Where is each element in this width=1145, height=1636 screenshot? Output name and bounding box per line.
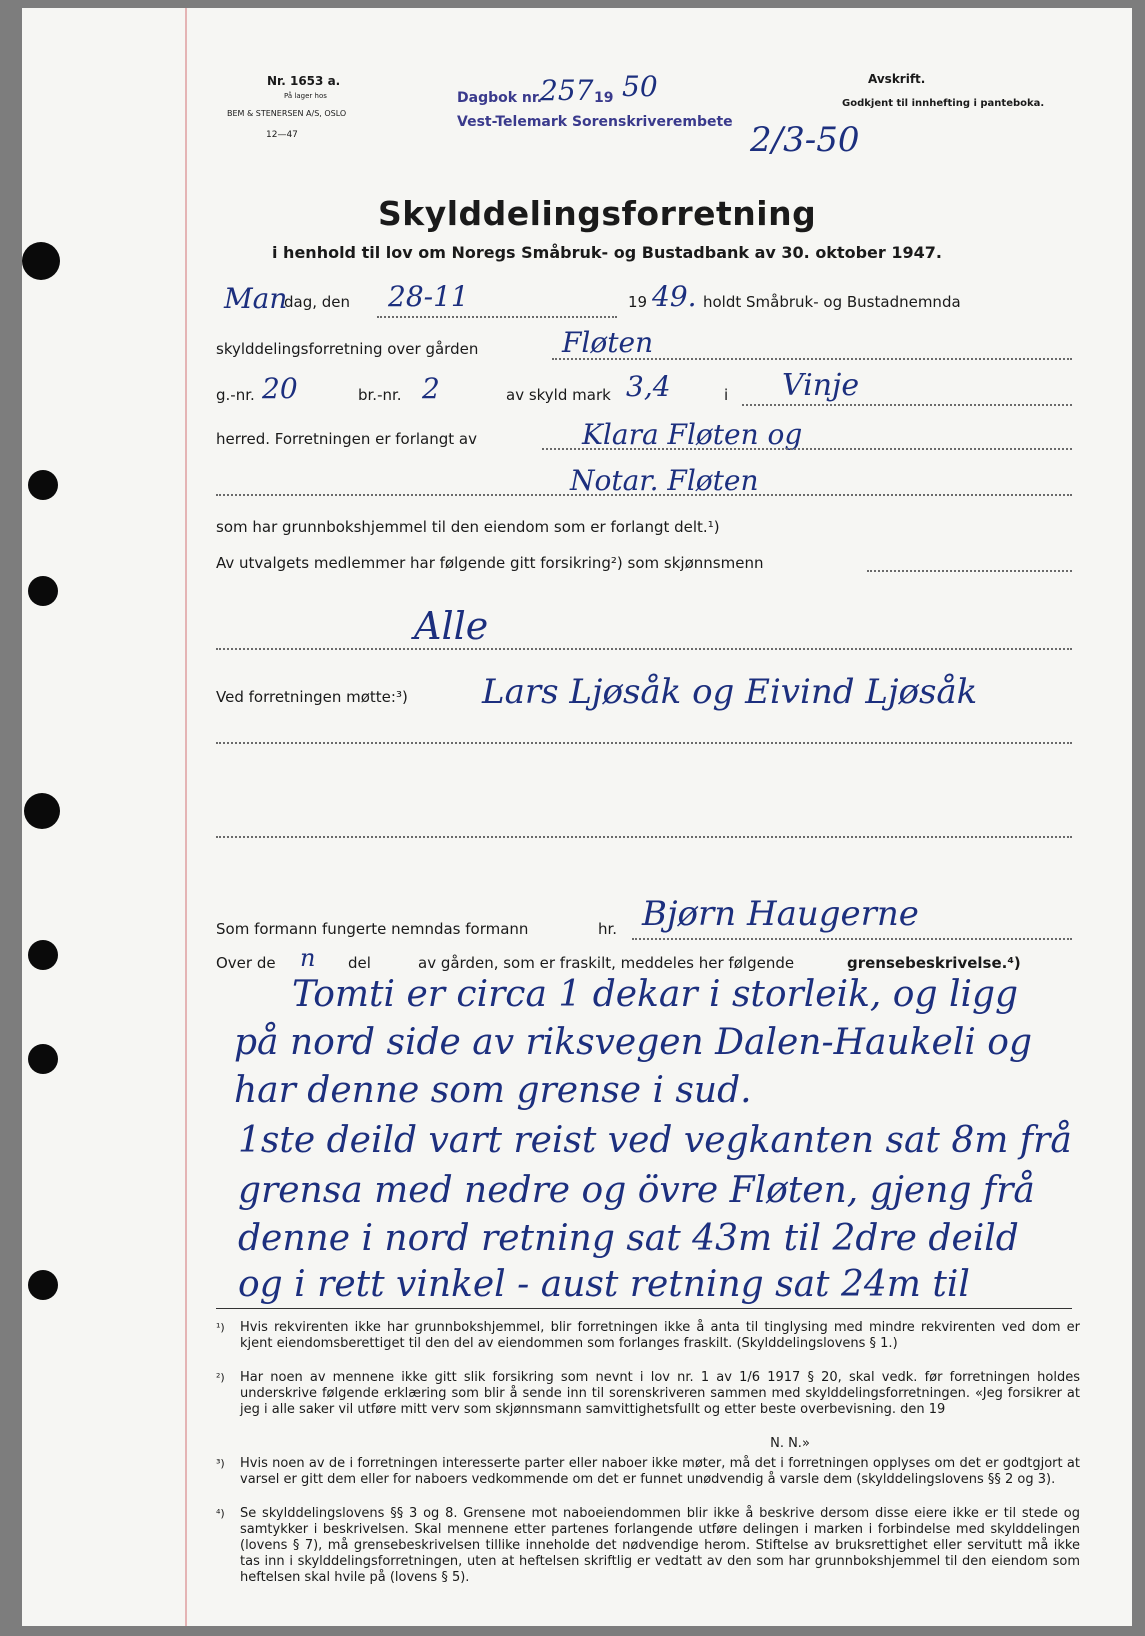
punch-hole [28,576,58,606]
requester-line-1 [542,448,1072,450]
punch-hole [22,242,60,280]
footnote-text: N. N.» [770,1436,810,1451]
description-line: grensa med nedre og övre Fløten, gjeng frå [238,1170,1035,1211]
footnote-2 [216,1370,1080,1418]
footnote-4 [216,1506,1080,1586]
part-value: n [300,944,316,972]
property-name: Fløten [562,326,654,359]
committee-value: Alle [414,604,489,648]
part-bold: grensebeskrivelse.⁴) [847,954,1021,972]
chair-label: Som formann fungerte nemndas formann [216,920,529,938]
footnote-text: Hvis rekvirenten ikke har grunnbokshjemmel, blir forretningen ikke å anta til tinglysing med mindre rekvirenten ved dom er kjent eiendomsberettiget til den del av eiendommen som forlanges fraskilt. (Skylddelingslovens § 1.) [240,1320,1080,1351]
gnr-label: g.-nr. [216,386,255,404]
attended-line-2 [216,836,1072,838]
journal-number: 257 [540,74,594,107]
year-prefix: 19 [628,293,648,311]
publisher-line1: På lager hos [284,92,327,100]
description-line: på nord side av riksvegen Dalen-Haukeli og [234,1022,1033,1063]
footnote-mark: ³) [216,1457,225,1470]
punch-hole [28,470,58,500]
footnote-mark: ⁴) [216,1507,225,1520]
weekday-label: dag, den [284,293,351,311]
document-title: Skylddelingsforretning [378,194,817,233]
footnote-3 [216,1456,1080,1488]
approval-text: Godkjent til innhefting i panteboka. [842,98,1045,109]
description-line: 1ste deild vart reist ved vegkanten sat 8m frå [238,1120,1072,1161]
weekday-prefix: Man [224,282,288,315]
meeting-year: 49. [652,280,697,313]
hjemmel-text: som har grunnbokshjemmel til den eiendom som er forlangt delt.¹) [216,518,720,536]
committee-line [867,570,1072,572]
punch-hole [28,1270,58,1300]
journal-label: Dagbok nr. [457,90,543,106]
property-label: skylddelingsforretning over gården [216,340,479,358]
attended-label: Ved forretningen møtte:³) [216,688,408,706]
committee-line-2 [216,648,1072,650]
part-rest: av gården, som er fraskilt, meddeles her følgende [418,954,795,972]
punch-hole [28,940,58,970]
publisher-line2: BEM & STENERSEN A/S, OSLO [227,109,347,118]
date-line [377,316,617,318]
description-line: Tomti er circa 1 dekar i storleik, og ligg [292,974,1019,1015]
bnr-value: 2 [422,372,440,405]
punch-hole [24,793,60,829]
footnote-mark: ¹) [216,1321,225,1334]
footnote-2-signature [240,1436,1080,1452]
footnote-text: Se skylddelingslovens §§ 3 og 8. Grensene mot naboeiendommen blir ikke å beskrive dersom disse eiere ikke er til stede og samtykker i beskrivelsen. Skal mennene etter partenes forlangende utføre delingen i marken i forbindelse med skylddelingen (lovens § 7), må grensebeskrivelsen tillike inneholde det nødvendige herom. Stiftelse av bruksrettighet eller servitutt må ikke tas inn i skylddelingsforretningen, uten at heftelsen skriftlig er vedtatt av den som har grunnbokshjemmel til den eiendom som heftelsen skal hvile på (lovens § 5). [240,1506,1080,1585]
skyld-label: av skyld mark [506,386,611,404]
footnote-1 [216,1320,1080,1352]
footnote-mark: ²) [216,1371,225,1384]
municipality-line [742,404,1072,406]
requested-by-2: Notar. Fløten [570,464,759,497]
part-label: Over de [216,954,276,972]
bnr-label: br.-nr. [358,386,402,404]
form-number: Nr. 1653 a. [267,74,341,88]
footnote-rule [216,1308,1072,1309]
property-line [552,358,1072,360]
chair-value: Bjørn Haugerne [642,894,919,934]
municipality: Vinje [782,368,860,403]
requester-line-2 [216,494,1072,496]
held-label: holdt Småbruk- og Bustadnemnda [703,293,961,311]
footnote-text: Har noen av mennene ikke gitt slik forsikring som nevnt i lov nr. 1 av 1/6 1917 § 20, skal vedk. før forretningen holdes underskrive følgende erklæring som blir å sende inn til sorenskriveren sammen med skylddelingsforretningen. «Jeg forsikrer at jeg i alle saker vil utføre mitt verv som skjønnsmann samvittighetsfullt og etter beste overbevisning. den 19 [240,1370,1080,1417]
attended-value: Lars Ljøsåk og Eivind Ljøsåk [482,672,978,712]
in-label: i [724,386,729,404]
journal-year: 50 [622,70,658,103]
description-line: har denne som grense i sud. [234,1070,752,1111]
description-line: og i rett vinkel - aust retning sat 24m til [238,1264,970,1305]
copy-label: Avskrift. [868,72,926,86]
margin-line [185,8,187,1626]
meeting-date: 28-11 [388,280,469,313]
chair-line [632,938,1072,940]
punch-hole [28,1044,58,1074]
chair-hr: hr. [598,920,618,938]
form-date: 12—47 [266,130,298,140]
stamp-date: 2/3-50 [750,120,860,160]
gnr-value: 20 [262,372,298,405]
herred-label: herred. Forretningen er forlangt av [216,430,477,448]
office-name: Vest-Telemark Sorenskriverembete [457,114,733,130]
committee-text: Av utvalgets medlemmer har følgende gitt forsikring²) som skjønnsmenn [216,554,764,572]
skyld-value: 3,4 [626,370,671,403]
document-page [22,8,1132,1626]
description-line: denne i nord retning sat 43m til 2dre deild [238,1218,1019,1259]
requested-by-1: Klara Fløten og [582,418,803,451]
document-subtitle: i henhold til lov om Noregs Småbruk- og Bustadbank av 30. oktober 1947. [272,243,942,262]
attended-line [216,742,1072,744]
footnote-text: Hvis noen av de i forretningen interesserte parter eller naboer ikke møter, må det i forretningen opplyses om det er godtgjort at varsel er gitt dem eller for naboers vedkommende om det er funnet unødvendig å varsle dem (skylddelingslovens §§ 2 og 3). [240,1456,1080,1487]
journal-year-prefix: 19 [594,90,614,106]
part-del: del [348,954,371,972]
